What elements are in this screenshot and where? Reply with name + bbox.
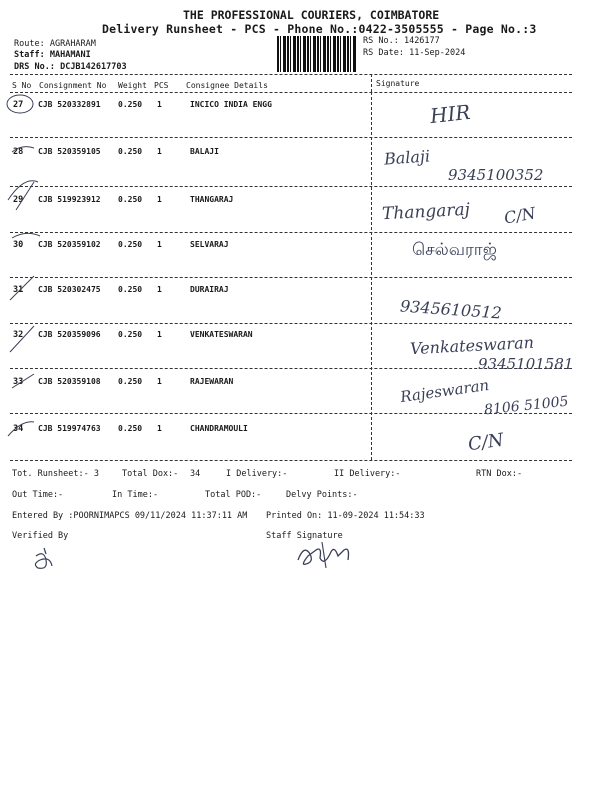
row-sno: 34: [13, 424, 24, 434]
row-consignment: CJB 520359096: [38, 330, 101, 339]
staff-value: MAHAMANI: [49, 50, 91, 60]
rs-no-line: [363, 36, 440, 46]
verified-by: Verified By: [12, 531, 69, 541]
staff-signature-mark: [294, 540, 356, 572]
signature-28-phone: 9345100352: [448, 166, 544, 184]
rs-date-line: [363, 48, 465, 58]
row-weight: 0.250: [118, 240, 143, 249]
divider: [10, 92, 572, 93]
row-consignment: CJB 520359108: [38, 377, 101, 386]
entered-by: Entered By :POORNIMAPCS 09/11/2024 11:37:11 AM: [12, 511, 248, 521]
row-weight: 0.250: [118, 100, 143, 109]
col-pcs: PCS: [154, 81, 169, 90]
row-weight: 0.250: [118, 330, 143, 339]
row-pcs: 1: [157, 285, 162, 294]
divider: [10, 137, 572, 138]
row-sno: 28: [13, 147, 24, 157]
row-sno: 31: [13, 285, 24, 295]
col-signature: Signature: [376, 79, 420, 88]
total-pod: Total POD:-: [205, 490, 262, 500]
row-sno: 27: [13, 100, 24, 110]
row-pcs: 1: [157, 424, 162, 433]
col-weight: Weight: [118, 81, 147, 90]
row-weight: 0.250: [118, 424, 143, 433]
row-sno: 29: [13, 195, 24, 205]
row-consignee: THANGARAJ: [190, 195, 234, 204]
row-consignee: VENKATESWARAN: [190, 330, 253, 339]
drs-line: [14, 62, 127, 72]
divider: [10, 232, 572, 233]
rs-no-value: 1426177: [403, 36, 440, 46]
ii-delivery: II Delivery:-: [334, 469, 401, 479]
row-pcs: 1: [157, 100, 162, 109]
row-sno: 30: [13, 240, 24, 250]
signature-34-cn: C/N: [466, 429, 505, 456]
barcode: [277, 36, 356, 72]
route-line: [14, 39, 96, 49]
total-dox-value: 34: [190, 469, 201, 479]
signature-27: HIR: [428, 99, 472, 129]
signature-32-phone: 9345101581: [478, 355, 574, 373]
divider: [10, 186, 572, 187]
row-weight: 0.250: [118, 195, 143, 204]
drs-label: DRS No.:: [14, 62, 55, 72]
printed-on: Printed On: 11-09-2024 11:54:33: [266, 511, 425, 521]
staff-line: [14, 50, 91, 60]
divider: [371, 74, 372, 92]
row-sno: 32: [13, 330, 24, 340]
row-consignment: CJB 520302475: [38, 285, 101, 294]
col-consignee: Consignee Details: [186, 81, 268, 90]
rs-no-label: RS No.:: [363, 36, 399, 46]
signature-31: 9345610512: [399, 296, 503, 323]
row-consignment: CJB 519923912: [38, 195, 101, 204]
staff-label: Staff:: [14, 50, 45, 60]
rs-date-value: 11-Sep-2024: [409, 48, 466, 58]
row-consignment: CJB 520332891: [38, 100, 101, 109]
drs-value: DCJB142617703: [60, 62, 127, 72]
verified-by-signature: [30, 546, 60, 576]
col-sno: S No: [12, 81, 32, 90]
row-pcs: 1: [157, 330, 162, 339]
in-time: In Time:-: [112, 490, 159, 500]
row-weight: 0.250: [118, 147, 143, 156]
total-dox-label: Total Dox:-: [122, 469, 179, 479]
row-pcs: 1: [157, 240, 162, 249]
runsheet-subtitle: Delivery Runsheet - PCS - Phone No.:0422-3505555 - Page No.:3: [102, 22, 537, 36]
company-title: THE PROFESSIONAL COURIERS, COIMBATORE: [183, 8, 440, 22]
signature-33-name: Rajeswaran: [399, 375, 491, 407]
row-sno: 33: [13, 377, 24, 387]
handwritten-marks: [4, 90, 44, 450]
row-weight: 0.250: [118, 377, 143, 386]
row-consignee: INCICO INDIA ENGG: [190, 100, 272, 109]
divider: [10, 460, 572, 461]
row-pcs: 1: [157, 147, 162, 156]
rtn-dox: RTN Dox:-: [476, 469, 523, 479]
rs-date-label: RS Date:: [363, 48, 404, 58]
out-time: Out Time:-: [12, 490, 64, 500]
divider: [10, 323, 572, 324]
row-consignee: SELVARAJ: [190, 240, 229, 249]
tot-runsheet: Tot. Runsheet:- 3: [12, 469, 99, 479]
route-value: AGRAHARAM: [49, 39, 96, 49]
signature-32-name: Venkateswaran: [409, 332, 535, 359]
row-consignee: DURAIRAJ: [190, 285, 229, 294]
row-weight: 0.250: [118, 285, 143, 294]
row-consignee: BALAJI: [190, 147, 219, 156]
row-consignee: CHANDRAMOULI: [190, 424, 248, 433]
route-label: Route:: [14, 39, 45, 49]
row-pcs: 1: [157, 377, 162, 386]
row-consignment: CJB 519974763: [38, 424, 101, 433]
row-consignment: CJB 520359102: [38, 240, 101, 249]
col-consignment: Consignment No: [39, 81, 107, 90]
staff-signature-label: Staff Signature: [266, 531, 343, 541]
signature-29-name: Thangaraj: [381, 199, 471, 225]
signature-30: செல்வராஜ்: [412, 240, 497, 260]
signature-33-phone: 8106 51005: [483, 393, 570, 419]
row-pcs: 1: [157, 195, 162, 204]
row-consignment: CJB 520359105: [38, 147, 101, 156]
signature-28-name: Balaji: [383, 146, 431, 169]
delvy-points: Delvy Points:-: [286, 490, 358, 500]
divider: [10, 277, 572, 278]
signature-29-cn: C/N: [502, 203, 538, 228]
i-delivery: I Delivery:-: [226, 469, 288, 479]
row-consignee: RAJEWARAN: [190, 377, 234, 386]
divider: [371, 92, 372, 460]
divider: [10, 74, 572, 75]
